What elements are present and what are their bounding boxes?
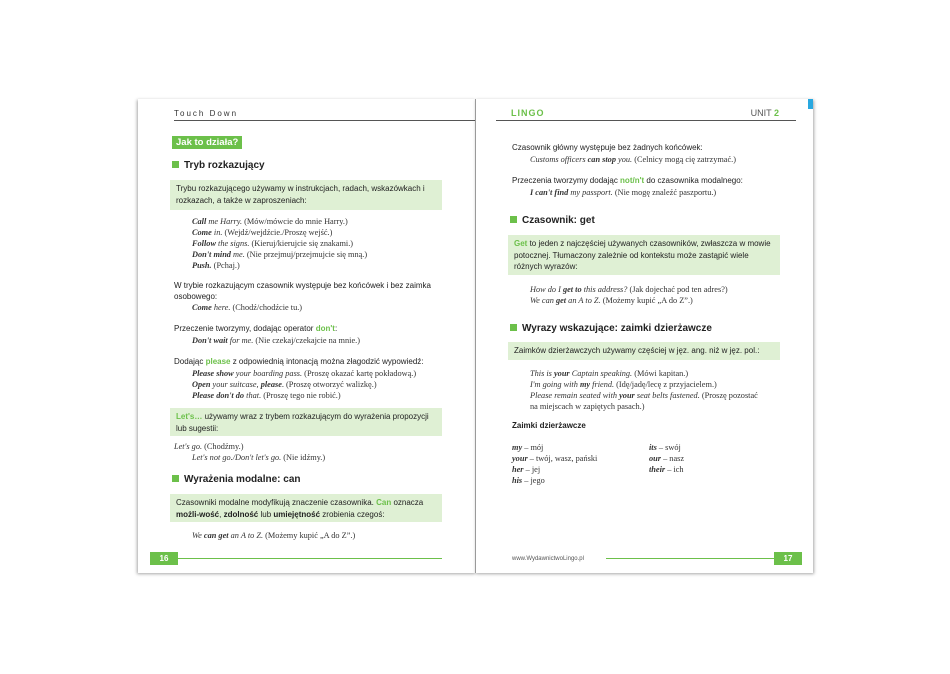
examples-lets (174, 441, 454, 463)
heading-imperative (172, 160, 265, 171)
example-line: Push. (Pchaj.) (192, 261, 240, 270)
example-line: Please don't do that. (Proszę tego nie robić.) (192, 391, 341, 400)
running-header: Touch Down (174, 109, 239, 118)
heading-text: Wyrazy wskazujące: zaimki dzierżawcze (522, 323, 712, 334)
example-line: Let's go. (Chodźmy.) (174, 442, 244, 451)
paragraph-negation-modal: Przeczenia tworzymy dodając not/n't do czasownika modalnego: (512, 176, 743, 185)
header-rule (174, 120, 475, 121)
example-line: Please remain seated with your seat belts fastened. (Proszę pozostać na miejscach w zapiętych pasach.) (530, 391, 758, 411)
example-line: We can get an A to Z. (Możemy kupić „A do Z”.) (530, 296, 693, 305)
example-line: Follow the signs. (Kieruj/kierujcie się znakami.) (192, 239, 354, 248)
info-box-possessive: Zaimków dzierżawczych używamy częściej w jęz. ang. niż w jęz. pol.: (508, 342, 780, 360)
heading-get (510, 215, 595, 226)
thumb-tab (808, 99, 813, 109)
example-line: Let's not go./Don't let's go. (Nie idźmy.) (192, 453, 326, 462)
example-line: Don't wait for me. (Nie czekaj/czekajcie na mnie.) (192, 336, 360, 345)
paragraph-please: Dodając please z odpowiednią intonacją można złagodzić wypowiedź: (174, 357, 424, 366)
example-line: Don't mind me. (Nie przejmuj/przejmujcie się mną.) (192, 250, 368, 259)
heading-text: Wyrażenia modalne: can (184, 474, 301, 485)
info-box-lets: Let's… używamy wraz z trybem rozkazującym do wyrażenia propozycji lub sugestii: (170, 408, 442, 436)
example-line: Come here. (Chodź/chodźcie tu.) (192, 303, 303, 312)
paragraph-negation: Przeczenie tworzymy, dodając operator don't: (174, 324, 338, 333)
list-item: her – jej (512, 465, 541, 474)
square-bullet-icon (510, 324, 517, 331)
paragraph-main-verb: Czasownik główny występuje bez żadnych końcówek: (512, 143, 703, 152)
example-line: Customs officers can stop you. (Celnicy mogą cię zatrzymać.) (530, 155, 737, 164)
examples-please (192, 368, 462, 401)
square-bullet-icon (510, 216, 517, 223)
subheading-pronouns: Zaimki dzierżawcze (512, 421, 586, 430)
list-item: our – nasz (649, 454, 685, 463)
square-bullet-icon (172, 475, 179, 482)
examples-possessive (530, 368, 760, 412)
examples-get (530, 284, 800, 306)
pronoun-list-right (649, 442, 684, 475)
heading-text: Czasownik: get (522, 215, 595, 226)
page-number: 16 (150, 552, 178, 565)
header-rule (496, 120, 796, 121)
example-line: Please show your boarding pass. (Proszę okazać kartę pokładową.) (192, 369, 417, 378)
heading-modal (172, 474, 301, 485)
example-line: We can get an A to Z. (Możemy kupić „A do Z”.) (192, 531, 356, 540)
list-item: your – twój, wasz, pański (512, 454, 598, 463)
info-box-imperative: Trybu rozkazującego używamy w instrukcjach, radach, wskazówkach i rozkazach, a także w zaproszeniach: (170, 180, 442, 210)
info-box-modal: Czasowniki modalne modyfikują znaczenie czasownika. Can oznacza możli-wość, zdolność lub umiejętność zrobienia czegoś: (170, 494, 442, 522)
pronoun-list-left (512, 442, 597, 486)
list-item: its – swój (649, 443, 681, 452)
paragraph-no-endings: W trybie rozkazującym czasownik występuje bez końcówek i bez zaimka osobowego: (174, 281, 431, 301)
section-tag: Jak to działa? (172, 136, 242, 149)
example-line: How do I get to this address? (Jak dojechać pod ten adres?) (530, 285, 728, 294)
unit-label: UNIT 2 (750, 108, 779, 118)
list-item: his – jego (512, 476, 545, 485)
footer-url: www.WydawnictwoLingo.pl (512, 556, 584, 562)
heading-text: Tryb rozkazujący (184, 160, 265, 171)
lingo-logo: LINGO (511, 108, 545, 118)
example-line: Open your suitcase, please. (Proszę otworzyć walizkę.) (192, 380, 377, 389)
example-line: Call me Harry. (Mów/mówcie do mnie Harry.) (192, 217, 348, 226)
left-page (138, 99, 476, 573)
example-line: I'm going with my friend. (Idę/jadę/lecę z przyjacielem.) (530, 380, 717, 389)
footer-rule (172, 558, 442, 559)
examples-imperative (192, 216, 462, 271)
page-number: 17 (774, 552, 802, 565)
right-page (475, 99, 813, 573)
list-item: my – mój (512, 443, 544, 452)
info-box-get: Get to jeden z najczęściej używanych czasowników, zwłaszcza w mowie potocznej. Tłumaczony zależnie od kontekstu może zastąpić wiele różnych wyrazów: (508, 235, 780, 275)
book-spread (138, 99, 812, 573)
square-bullet-icon (172, 161, 179, 168)
list-item: their – ich (649, 465, 684, 474)
example-line: This is your Captain speaking. (Mówi kapitan.) (530, 369, 689, 378)
example-line: Come in. (Wejdź/wejdźcie./Proszę wejść.) (192, 228, 333, 237)
heading-possessive (510, 323, 712, 334)
example-line: I can't find my passport. (Nie mogę znaleźć paszportu.) (530, 188, 717, 197)
footer-rule (606, 558, 776, 559)
